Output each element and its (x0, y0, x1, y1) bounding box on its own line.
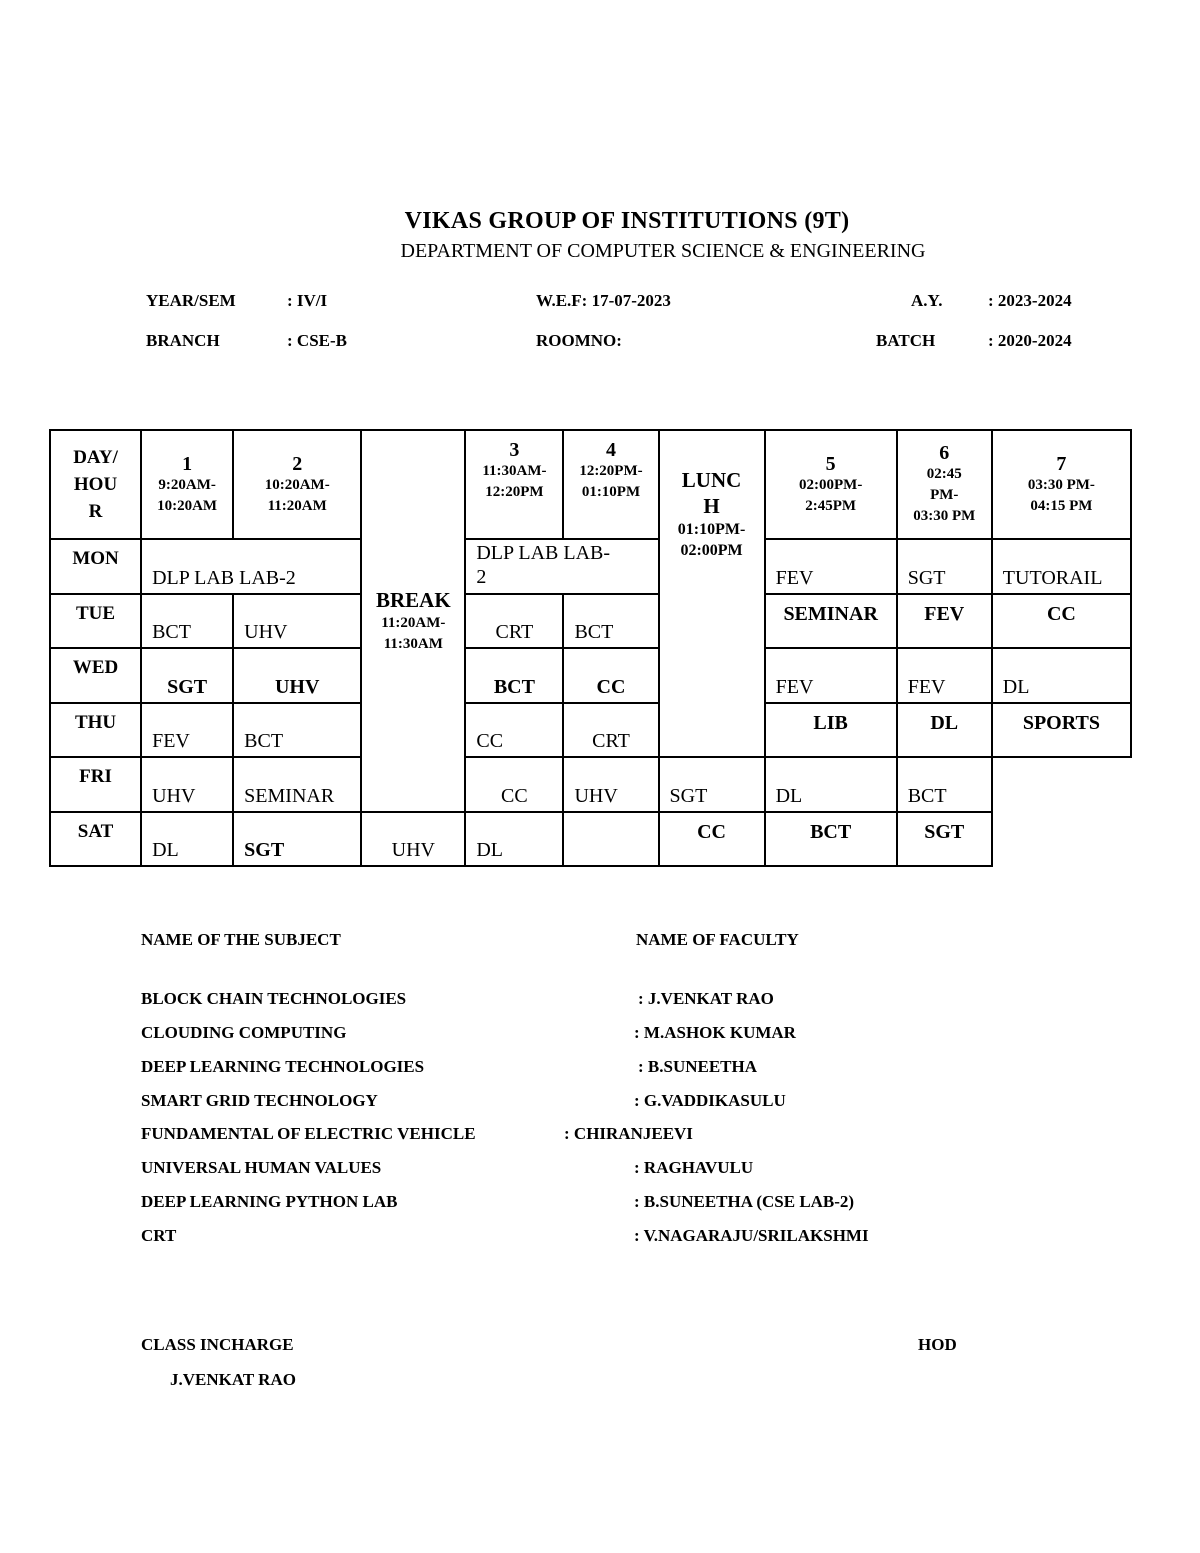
faculty-name: : B.SUNEETHA (638, 1057, 758, 1076)
wed-period-4: CC (563, 648, 658, 703)
subject-name: SMART GRID TECHNOLOGY (141, 1091, 378, 1110)
tue-period-2: UHV (233, 594, 361, 648)
header-period-7 (992, 430, 1131, 539)
branch-value: : CSE-B (287, 331, 347, 350)
header-period-2 (233, 430, 361, 539)
period-time: PM- (930, 487, 959, 503)
mon-lab-line: DLP LAB LAB- (476, 542, 611, 564)
faculty-name: : B.SUNEETHA (CSE LAB-2) (634, 1192, 855, 1211)
header-period-1 (141, 430, 233, 539)
lunch-label: H (703, 494, 720, 518)
fri-period-2: SEMINAR (233, 757, 361, 812)
faculty-name: : J.VENKAT RAO (638, 989, 774, 1008)
faculty-name: : RAGHAVULU (634, 1158, 754, 1177)
day-thu: THU (50, 703, 141, 757)
period-time: 12:20PM (485, 484, 544, 500)
day-sat: SAT (50, 812, 141, 866)
period-time: 2:45PM (805, 497, 857, 514)
period-time: 9:20AM- (158, 476, 216, 493)
subject-column-heading: NAME OF THE SUBJECT (141, 930, 341, 949)
lunch-label: LUNC (681, 468, 742, 492)
break-time: 11:20AM- (381, 615, 446, 631)
sat-period-7: SGT (897, 812, 992, 866)
thu-period-3: CC (465, 703, 563, 757)
period-time: 02:45 (926, 466, 962, 482)
subject-name: DEEP LEARNING PYTHON LAB (141, 1192, 398, 1211)
faculty-column-heading: NAME OF FACULTY (636, 930, 799, 949)
tue-period-7: CC (992, 594, 1131, 648)
thu-period-5: LIB (765, 703, 897, 757)
period-time: 02:00PM- (799, 476, 863, 493)
sat-lunch-empty (563, 812, 658, 866)
ay-label: A.Y. (911, 291, 943, 310)
class-incharge-name: J.VENKAT RAO (170, 1370, 296, 1389)
lunch-time: 02:00PM (680, 542, 743, 559)
thu-period-2: BCT (233, 703, 361, 757)
sat-period-4: DL (465, 812, 563, 866)
break-column (361, 430, 465, 812)
period-number: 5 (825, 452, 836, 475)
subject-name: DEEP LEARNING TECHNOLOGIES (141, 1057, 425, 1076)
fri-period-3: CC (465, 757, 563, 812)
wed-period-2: UHV (233, 648, 361, 703)
subject-name: BLOCK CHAIN TECHNOLOGIES (141, 989, 407, 1008)
sat-period-5: CC (659, 812, 765, 866)
header-period-3 (465, 430, 563, 539)
subject-name: FUNDAMENTAL OF ELECTRIC VEHICLE (141, 1124, 476, 1143)
period-time: 12:20PM- (579, 463, 643, 479)
day-fri: FRI (50, 757, 141, 812)
mon-period-3-4 (465, 539, 658, 594)
faculty-name: : CHIRANJEEVI (564, 1124, 693, 1143)
wed-period-6: FEV (897, 648, 992, 703)
day-mon: MON (50, 539, 141, 594)
period-time: 10:20AM- (264, 476, 330, 493)
fri-period-7: BCT (897, 757, 992, 812)
thu-period-6: DL (897, 703, 992, 757)
day-wed: WED (50, 648, 141, 703)
period-number: 7 (1056, 452, 1067, 475)
tue-period-3: CRT (465, 594, 563, 648)
timetable (49, 429, 1132, 867)
fri-period-6: DL (765, 757, 897, 812)
period-time: 10:20AM (157, 497, 218, 514)
break-label: BREAK (375, 588, 451, 612)
period-number: 6 (939, 442, 950, 464)
room-number: ROOMNO: (536, 331, 622, 350)
header-period-4 (563, 430, 658, 539)
mon-period-7: TUTORAIL (992, 539, 1131, 594)
thu-period-1: FEV (141, 703, 233, 757)
year-sem-value: : IV/I (287, 291, 328, 310)
tue-period-5: SEMINAR (765, 594, 897, 648)
corner-line: HOU (73, 474, 118, 495)
day-tue: TUE (50, 594, 141, 648)
sat-period-1: DL (141, 812, 233, 866)
wed-period-3: BCT (465, 648, 563, 703)
mon-period-1-2: DLP LAB LAB-2 (141, 539, 361, 594)
period-time: 03:30 PM- (1027, 476, 1095, 493)
department-title: DEPARTMENT OF COMPUTER SCIENCE & ENGINEERING (400, 240, 926, 262)
tue-period-6: FEV (897, 594, 992, 648)
branch-label: BRANCH (146, 331, 220, 350)
subject-name: UNIVERSAL HUMAN VALUES (141, 1158, 382, 1177)
hod-label: HOD (918, 1335, 957, 1354)
wed-period-7: DL (992, 648, 1131, 703)
faculty-name: : G.VADDIKASULU (634, 1091, 786, 1110)
period-time: 11:20AM (267, 497, 327, 514)
corner-line: R (88, 501, 103, 522)
period-time: 11:30AM- (482, 463, 547, 479)
thu-period-4: CRT (563, 703, 658, 757)
mon-lab-line: 2 (476, 566, 487, 588)
sat-period-6: BCT (765, 812, 897, 866)
sat-period-2: SGT (233, 812, 361, 866)
lunch-column (659, 430, 765, 757)
class-incharge-label: CLASS INCHARGE (141, 1335, 294, 1354)
header-period-6 (897, 430, 992, 539)
institution-title: VIKAS GROUP OF INSTITUTIONS (9T) (404, 208, 850, 234)
fri-period-1: UHV (141, 757, 233, 812)
wef-date: W.E.F: 17-07-2023 (536, 291, 671, 310)
period-number: 2 (292, 452, 303, 475)
mon-period-5: FEV (765, 539, 897, 594)
ay-value: : 2023-2024 (988, 291, 1072, 310)
fri-period-4: UHV (563, 757, 658, 812)
sat-period-3: UHV (361, 812, 465, 866)
subject-name: CLOUDING COMPUTING (141, 1023, 347, 1042)
break-time: 11:30AM (383, 636, 443, 652)
period-number: 3 (509, 439, 520, 461)
tue-period-4: BCT (563, 594, 658, 648)
year-sem-label: YEAR/SEM (146, 291, 236, 310)
faculty-name: : M.ASHOK KUMAR (634, 1023, 796, 1042)
period-time: 04:15 PM (1030, 497, 1093, 514)
tue-period-1: BCT (141, 594, 233, 648)
corner-line: DAY/ (73, 447, 118, 468)
fri-period-5: SGT (659, 757, 765, 812)
period-time: 03:30 PM (913, 508, 976, 524)
header-period-5 (765, 430, 897, 539)
period-time: 01:10PM (581, 484, 641, 500)
mon-period-6: SGT (897, 539, 992, 594)
lunch-time: 01:10PM- (677, 521, 746, 538)
period-number: 1 (182, 452, 193, 475)
wed-period-5: FEV (765, 648, 897, 703)
batch-label: BATCH (876, 331, 936, 350)
faculty-name: : V.NAGARAJU/SRILAKSHMI (634, 1226, 869, 1245)
subject-name: CRT (141, 1226, 177, 1245)
period-number: 4 (605, 439, 616, 461)
thu-period-7: SPORTS (992, 703, 1131, 757)
batch-value: : 2020-2024 (988, 331, 1072, 350)
wed-period-1: SGT (141, 648, 233, 703)
header-day-hour (50, 430, 141, 539)
